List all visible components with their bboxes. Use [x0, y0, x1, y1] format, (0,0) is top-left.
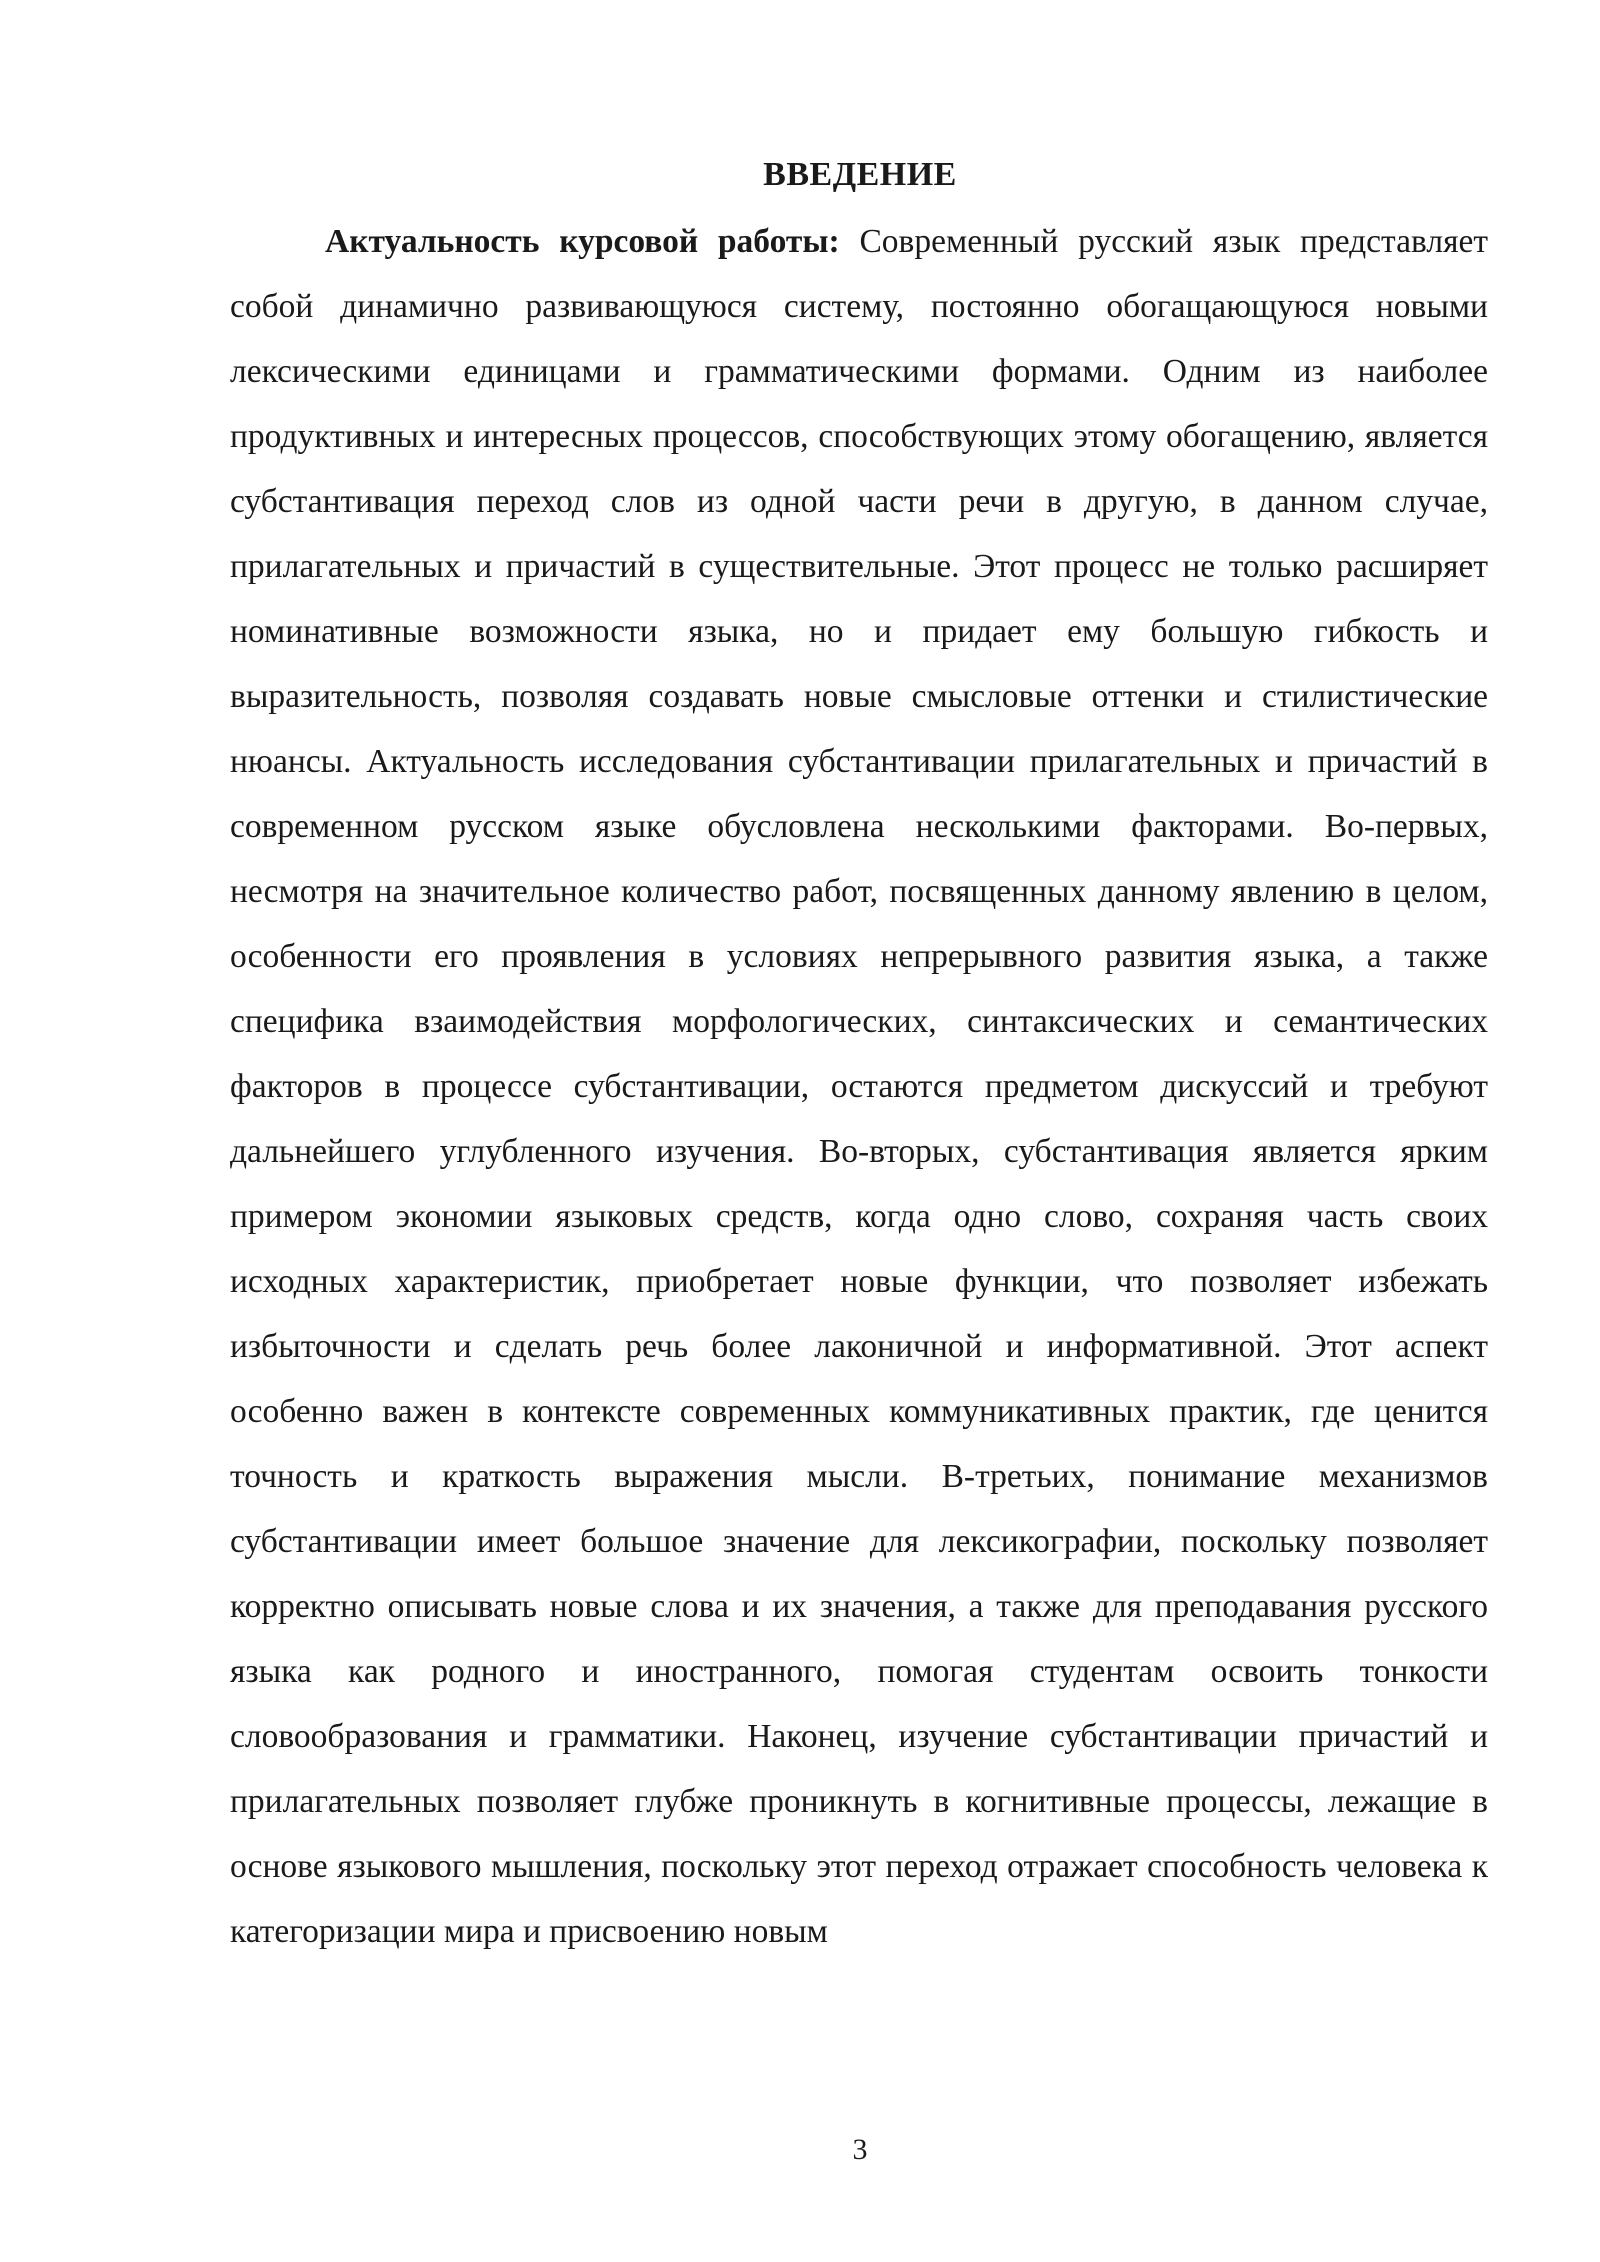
- section-heading: ВВЕДЕНИЕ: [763, 156, 957, 193]
- page-number: 3: [852, 2133, 868, 2166]
- body-paragraph: [230, 209, 1488, 1964]
- lead-label: Актуальность курсовой работы:: [325, 223, 840, 260]
- paragraph-text: Современный русский язык представляет собой динамично развивающуюся систему, постоянно обогащающуюся новыми лексическими единицами и грамматическими формами. Одним из наиболее продуктивных и интересных процессов, способствующих этому обогащению, является субстантивация переход слов из одной части речи в другую, в данном случае, прилагательных и причастий в существительные. Этот процесс не только расширяет номинативные возможности языка, но и придает ему большую гибкость и выразительность, позволяя создавать новые смысловые оттенки и стилистические нюансы. Актуальность исследования субстантивации прилагательных и причастий в современном русском языке обусловлена несколькими факторами. Во-первых, несмотря на значительное количество работ, посвященных данному явлению в целом, особенности его проявления в условиях непрерывного развития языка, а также специфика взаимодействия морфологических, синтаксических и семантических факторов в процессе субстантивации, остаются предметом дискуссий и требуют дальнейшего углубленного изучения. Во-вторых, субстантивация является ярким примером экономии языковых средств, когда одно слово, сохраняя часть своих исходных характеристик, приобретает новые функции, что позволяет избежать избыточности и сделать речь более лаконичной и информативной. Этот аспект особенно важен в контексте современных коммуникативных практик, где ценится точность и краткость выражения мысли. В-третьих, понимание механизмов субстантивации имеет большое значение для лексикографии, поскольку позволяет корректно описывать новые слова и их значения, а также для преподавания русского языка как родного и иностранного, помогая студентам освоить тонкости словообразования и грамматики. Наконец, изучение субстантивации причастий и прилагательных позволяет глубже проникнуть в когнитивные процессы, лежащие в основе языкового мышления, поскольку этот переход отражает способность человека к категоризации мира и присвоению новым: [230, 223, 1488, 1950]
